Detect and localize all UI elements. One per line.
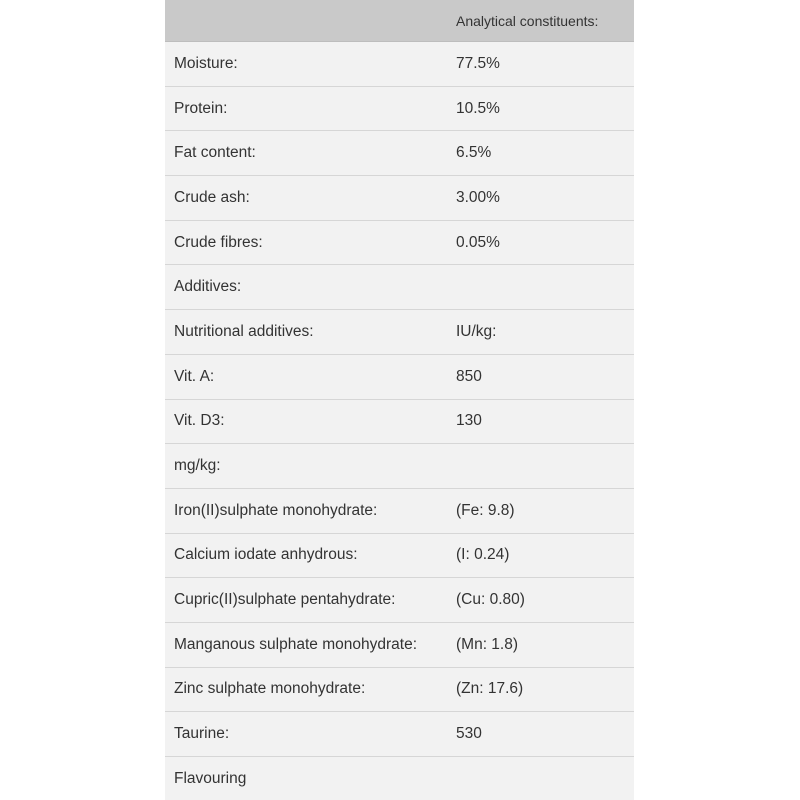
table-row — [165, 42, 634, 87]
table-row — [165, 712, 634, 757]
table-row — [165, 87, 634, 132]
row-value: 77.5% — [456, 54, 500, 72]
table-row — [165, 265, 634, 310]
row-label: Additives: — [174, 278, 242, 296]
row-label: Moisture: — [174, 54, 238, 72]
row-value: (Cu: 0.80) — [456, 591, 525, 609]
row-value: 3.00% — [456, 188, 500, 206]
row-value: 6.5% — [456, 144, 492, 162]
row-value: 10.5% — [456, 99, 500, 117]
row-label: Crude fibres: — [174, 233, 263, 251]
table-header-row — [165, 0, 634, 42]
row-value: 130 — [456, 412, 482, 430]
table-row — [165, 131, 634, 176]
row-value: (Mn: 1.8) — [456, 635, 519, 653]
row-label: Protein: — [174, 99, 228, 117]
table-row — [165, 757, 634, 800]
row-label: Vit. A: — [174, 367, 215, 385]
row-label: Nutritional additives: — [174, 322, 314, 340]
row-label: Taurine: — [174, 725, 230, 743]
table-row — [165, 310, 634, 355]
table-row — [165, 400, 634, 445]
table-row — [165, 534, 634, 579]
table-row — [165, 578, 634, 623]
table-row — [165, 444, 634, 489]
row-value: (I: 0.24) — [456, 546, 510, 564]
table-row — [165, 668, 634, 713]
table-header-title: Analytical constituents: — [456, 12, 599, 29]
row-label: Zinc sulphate monohydrate: — [174, 680, 366, 698]
row-label: Fat content: — [174, 144, 256, 162]
row-value: 850 — [456, 367, 482, 385]
row-label: Vit. D3: — [174, 412, 225, 430]
table-row — [165, 176, 634, 221]
row-value: 530 — [456, 725, 482, 743]
table-row — [165, 623, 634, 668]
row-label: Iron(II)sulphate monohydrate: — [174, 501, 378, 519]
row-value: (Zn: 17.6) — [456, 680, 524, 698]
row-label: Manganous sulphate monohydrate: — [174, 635, 417, 653]
table-row — [165, 355, 634, 400]
table-row — [165, 221, 634, 266]
row-value: IU/kg: — [456, 322, 497, 340]
row-label: Cupric(II)sulphate pentahydrate: — [174, 591, 396, 609]
row-label: Crude ash: — [174, 188, 250, 206]
row-label: Calcium iodate anhydrous: — [174, 546, 358, 564]
table-row — [165, 489, 634, 534]
row-value: 0.05% — [456, 233, 500, 251]
analytical-constituents-table — [165, 0, 634, 800]
row-value: (Fe: 9.8) — [456, 501, 515, 519]
row-label: mg/kg: — [174, 457, 221, 475]
row-label: Flavouring — [174, 769, 247, 787]
